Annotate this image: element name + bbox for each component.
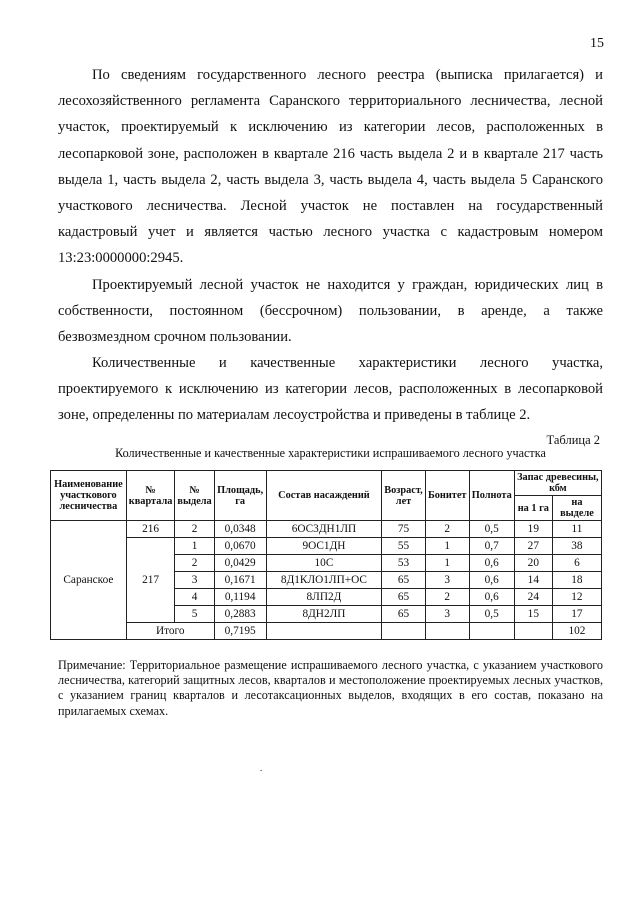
area-cell: 0,1671 — [214, 572, 266, 589]
page-number: 15 — [590, 36, 604, 51]
section-cell: 3 — [175, 572, 214, 589]
table-row — [51, 521, 602, 538]
bonitet-cell: 2 — [425, 589, 469, 606]
quarter-cell: 216 — [126, 521, 175, 538]
section-cell: 1 — [175, 538, 214, 555]
area-cell: 0,0429 — [214, 555, 266, 572]
age-cell: 65 — [382, 589, 425, 606]
bonitet-cell: 2 — [425, 521, 469, 538]
age-cell: 65 — [382, 606, 425, 623]
area-cell: 0,0670 — [214, 538, 266, 555]
header-density: Полнота — [469, 471, 514, 521]
header-composition: Состав насаждений — [266, 471, 382, 521]
header-quarter: № квартала — [126, 471, 175, 521]
bonitet-cell: 1 — [425, 555, 469, 572]
table-caption: Количественные и качественные характеристики испрашиваемого лесного участка — [115, 446, 546, 460]
stray-mark: . — [260, 763, 263, 773]
paragraph-characteristics: Количественные и качественные характеристики лесного участка, проектируемого к исключению из категории лесов, расположенных в лесопарковой зоне, определенны по материалам лесоустройства и приведены в таблице 2. — [58, 355, 603, 424]
density-cell: 0,6 — [469, 555, 514, 572]
quarter-cell: 217 — [126, 538, 175, 623]
composition-cell: 8Д1КЛО1ЛП+ОС — [266, 572, 382, 589]
composition-cell: 10С — [266, 555, 382, 572]
header-section: № выдела — [175, 471, 214, 521]
paragraph-ownership: Проектируемый лесной участок не находится у граждан, юридических лиц в собственности, постоянном (бессрочном) пользовании, в аренде, а также безвозмездном срочном пользовании. — [58, 277, 603, 346]
header-stock: Запас древесины, кбм — [514, 471, 601, 496]
per-section-cell: 12 — [552, 589, 601, 606]
header-age: Возраст, лет — [382, 471, 425, 521]
section-cell: 4 — [175, 589, 214, 606]
total-row — [51, 623, 602, 640]
age-cell: 75 — [382, 521, 425, 538]
per-section-cell: 11 — [552, 521, 601, 538]
per-ha-cell: 24 — [514, 589, 552, 606]
age-cell: 53 — [382, 555, 425, 572]
header-area: Площадь, га — [214, 471, 266, 521]
section-cell: 2 — [175, 521, 214, 538]
paragraph-registry: По сведениям государственного лесного реестра (выписка прилагается) и лесохозяйственного регламента Саранского территориального лесничества, лесной участок, проектируемый к исключению из категории лесов, расположенных в лесопарковой зоне, расположен в квартале 216 часть выдела 2 и в квартале 217 часть выдела 1, часть выдела 2, часть выдела 3, часть выдела 4, часть выдела 5 Саранского участкового лесничества. Лесной участок не поставлен на государственный кадастровый учет и является частью лесного участка с кадастровым номером 13:23:0000000:2945. — [58, 67, 603, 267]
age-cell: 65 — [382, 572, 425, 589]
forestry-name-cell: Саранское — [51, 521, 127, 640]
section-cell: 2 — [175, 555, 214, 572]
bonitet-cell: 1 — [425, 538, 469, 555]
per-section-cell: 38 — [552, 538, 601, 555]
per-ha-cell: 27 — [514, 538, 552, 555]
area-cell: 0,2883 — [214, 606, 266, 623]
header-bonitet: Бонитет — [425, 471, 469, 521]
per-ha-cell: 15 — [514, 606, 552, 623]
section-cell: 5 — [175, 606, 214, 623]
density-cell: 0,5 — [469, 606, 514, 623]
total-label: Итого — [126, 623, 214, 640]
density-cell: 0,5 — [469, 521, 514, 538]
per-ha-cell: 19 — [514, 521, 552, 538]
area-cell: 0,1194 — [214, 589, 266, 606]
density-cell: 0,7 — [469, 538, 514, 555]
bonitet-cell: 3 — [425, 572, 469, 589]
composition-cell: 6ОС3ДН1ЛП — [266, 521, 382, 538]
forest-characteristics-table — [50, 470, 602, 640]
per-section-cell: 17 — [552, 606, 601, 623]
per-section-cell: 6 — [552, 555, 601, 572]
composition-cell: 9ОС1ДН — [266, 538, 382, 555]
table-note: Примечание: Территориальное размещение испрашиваемого лесного участка, с указанием участкового лесничества, категорий защитных лесов, кварталов и местоположение проектируемых лесных участков, с указанием границ кварталов и лесотаксационных выделов, входящих в его состав, показано на прилагаемых схемах. — [58, 658, 603, 718]
per-ha-cell: 14 — [514, 572, 552, 589]
density-cell: 0,6 — [469, 589, 514, 606]
per-section-cell: 18 — [552, 572, 601, 589]
table-label: Таблица 2 — [546, 433, 600, 447]
age-cell: 55 — [382, 538, 425, 555]
composition-cell: 8ЛП2Д — [266, 589, 382, 606]
composition-cell: 8ДН2ЛП — [266, 606, 382, 623]
density-cell: 0,6 — [469, 572, 514, 589]
area-cell: 0,0348 — [214, 521, 266, 538]
total-area: 0,7195 — [214, 623, 266, 640]
bonitet-cell: 3 — [425, 606, 469, 623]
table-row — [51, 538, 602, 555]
total-per-section: 102 — [552, 623, 601, 640]
header-per-section: на выделе — [552, 496, 601, 521]
per-ha-cell: 20 — [514, 555, 552, 572]
header-forestry: Наименование участкового лесничества — [51, 471, 127, 521]
header-per-ha: на 1 га — [514, 496, 552, 521]
